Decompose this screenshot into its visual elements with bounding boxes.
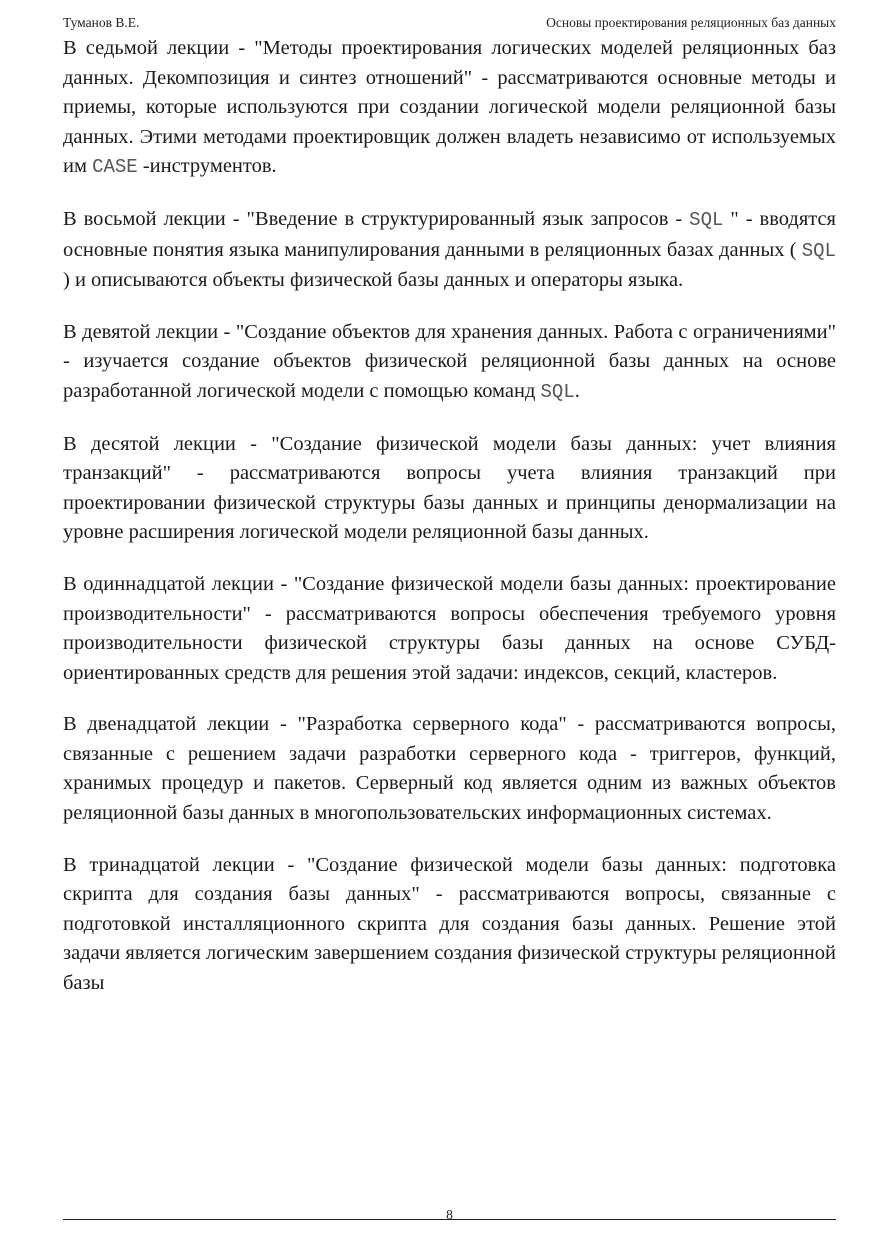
body-paragraph bbox=[63, 430, 836, 548]
paragraph-text: . bbox=[574, 379, 580, 402]
paragraph-text: -инструментов. bbox=[137, 155, 277, 178]
code-term: SQL bbox=[540, 380, 575, 403]
paragraph-text: В восьмой лекции - "Введение в структурированный язык запросов - bbox=[63, 207, 690, 230]
body-paragraph bbox=[63, 318, 836, 408]
paragraph-text: В десятой лекции - "Создание физической модели базы данных: учет влияния транзакций" - рассматриваются вопросы учета влияния транзакций при проектировании физической структуры базы данных и принципы денормализации на уровне расширения логической модели реляционной базы данных. bbox=[63, 432, 836, 544]
paragraph-text: В двенадцатой лекции - "Разработка серверного кода" - рассматриваются вопросы, связанные с решением задачи разработки серверного кода - триггеров, функций, хранимых процедур и пакетов. Серверный код является одним из важных объектов реляционной базы данных в многопользовательских информационных системах. bbox=[63, 713, 836, 825]
body-paragraph bbox=[63, 205, 836, 296]
header-author: Туманов В.Е. bbox=[63, 15, 140, 30]
document-page bbox=[63, 14, 836, 1234]
code-term: SQL bbox=[689, 208, 724, 231]
page-number: 8 bbox=[446, 1207, 453, 1222]
body-paragraph bbox=[63, 570, 836, 688]
paragraph-text: В тринадцатой лекции - "Создание физической модели базы данных: подготовка скрипта для создания базы данных" - рассматриваются вопросы, связанные с подготовкой инсталляционного скрипта для создания базы данных. Решение этой задачи является логическим завершением создания физической структуры реляционной базы bbox=[63, 853, 836, 995]
paragraph-text: В девятой лекции - "Создание объектов для хранения данных. Работа с ограничениями" - изучается создание объектов физической реляционной базы данных на основе разработанной логической модели с помощью команд bbox=[63, 320, 836, 402]
code-term: CASE bbox=[92, 156, 138, 179]
header-title: Основы проектирования реляционных баз данных bbox=[546, 15, 836, 30]
paragraph-text: В одиннадцатой лекции - "Создание физической модели базы данных: проектирование производительности" - рассматриваются вопросы обеспечения требуемого уровня производительности физической структуры базы данных на основе СУБД-ориентированных средств для решения этой задачи: индексов, секций, кластеров. bbox=[63, 572, 836, 684]
paragraph-text: " - вводятся основные понятия языка манипулирования данными в реляционных базах данных ( bbox=[63, 207, 836, 261]
body-paragraph bbox=[63, 851, 836, 999]
code-term: SQL bbox=[801, 239, 836, 262]
body-paragraph bbox=[63, 34, 836, 183]
running-header bbox=[63, 14, 836, 34]
paragraph-text: В седьмой лекции - "Методы проектирования логических моделей реляционных баз данных. Декомпозиция и синтез отношений" - рассматриваются основные методы и приемы, которые используются при создании логической модели реляционной базы данных. Этими методами проектировщик должен владеть независимо от используемых им bbox=[63, 37, 836, 178]
page-body bbox=[63, 34, 836, 1220]
paragraph-text: ) и описываются объекты физической базы данных и операторы языка. bbox=[63, 269, 684, 292]
body-paragraph bbox=[63, 710, 836, 828]
